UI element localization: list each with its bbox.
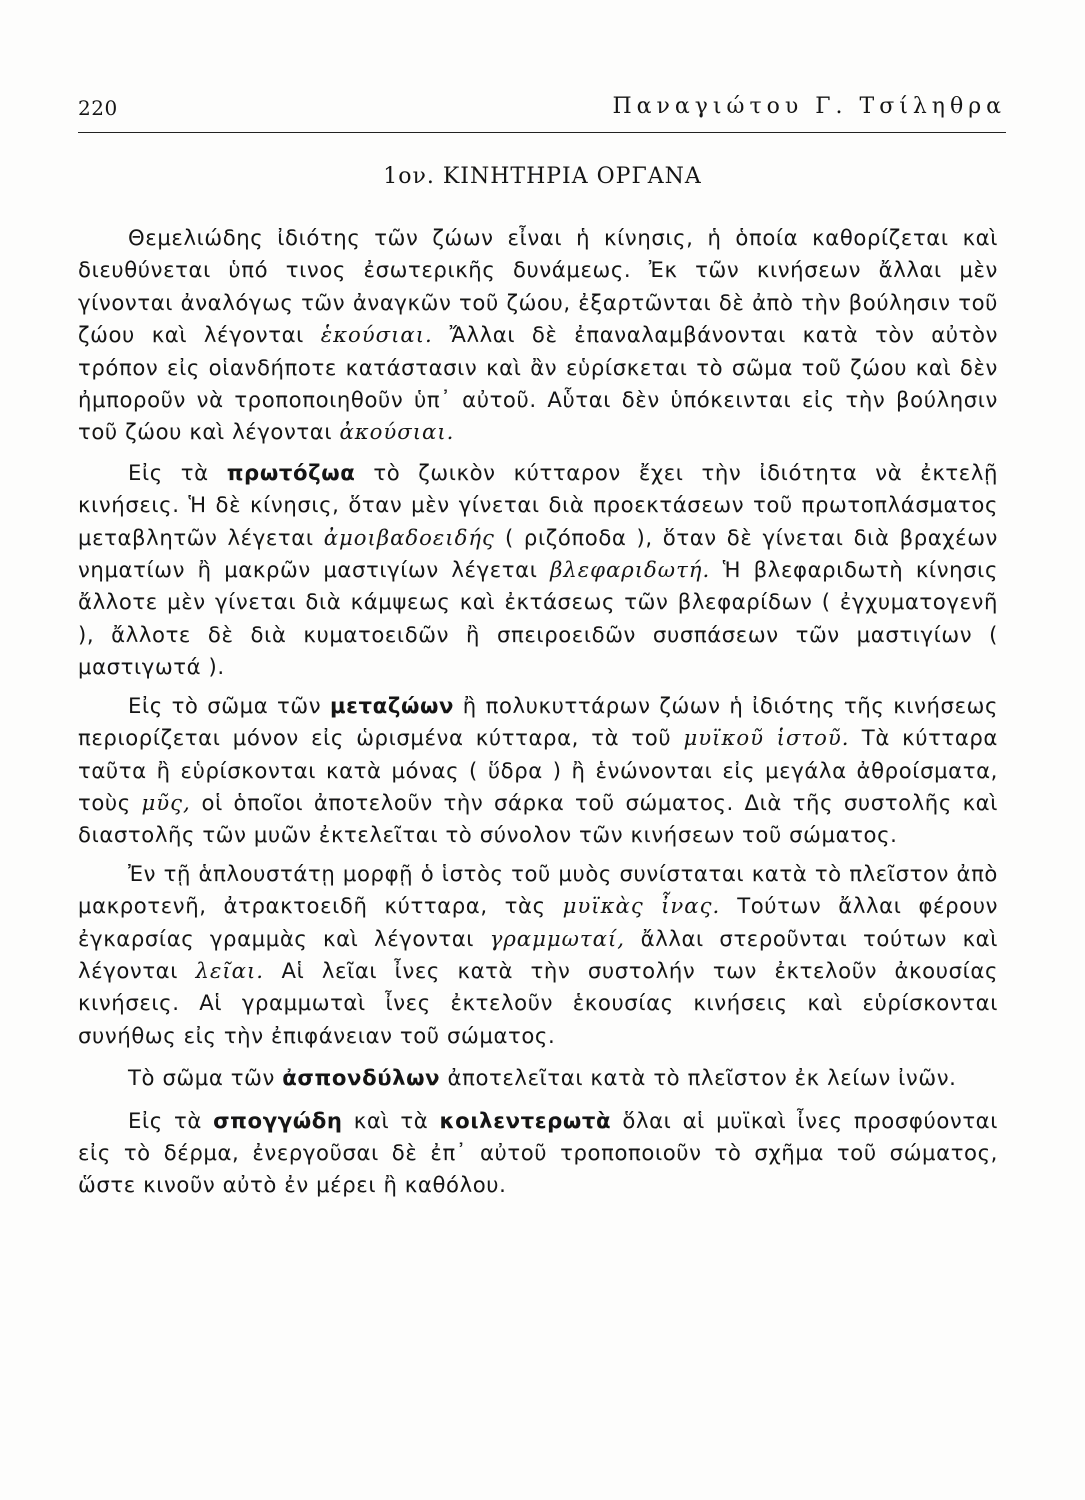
bold-term: ἀσπονδύλων <box>282 1065 441 1091</box>
text-span: Ἡ βλεφαριδωτὴ κίνησις ἄλλοτε μὲν γίνεται διὰ κάμψεως καὶ ἐκτάσεως τῶν βλεφαρίδων ( ἐγχυματογενῆ ), ἄλλοτε δὲ διὰ κυματοειδῶν ἢ σπειροειδῶν συσπάσεων τῶν μαστιγίων ( μαστιγωτά ). <box>78 557 998 680</box>
text-span: Ἄλλαι δὲ ἐπαναλαμβάνονται κατὰ τὸν αὐτὸν τρόπον εἰς οἱανδήποτε κατάστασιν καὶ ἂν εὑρίσκεται τὸ σῶμα τοῦ ζώου καὶ δὲν ἠμποροῦν νὰ τροποποιηθοῦν ὑπ᾽ αὐτοῦ. Αὗται δὲν ὑπόκεινται εἰς τὴν βούλησιν τοῦ ζώου καὶ λέγονται <box>78 322 998 445</box>
italic-term: λεῖαι. <box>195 957 264 983</box>
paragraph-protozoa <box>78 457 998 684</box>
italic-term: ἀμοιβαδοειδής <box>323 524 495 550</box>
text-span: Τούτων ἄλλαι φέρουν ἐγκαρσίας γραμμὰς καὶ λέγονται <box>78 893 999 951</box>
paragraph-muscle-tissue <box>78 858 998 1052</box>
bold-term: σπογγώδη <box>213 1107 343 1133</box>
italic-term: μυϊκοῦ ἱστοῦ. <box>683 725 850 751</box>
italic-term: ἑκούσιαι. <box>320 322 433 348</box>
paragraph-invertebrates <box>78 1062 998 1094</box>
text-span: Εἰς τὰ <box>128 1107 214 1133</box>
text-span: ἀποτελεῖται κατὰ τὸ πλεῖστον ἐκ λείων ἰνῶν. <box>440 1065 957 1091</box>
text-span: οἱ ὁποῖοι ἀποτελοῦν τὴν σάρκα τοῦ σώματος. Διὰ τῆς συστολῆς καὶ διαστολῆς τῶν μυῶν ἐκτελεῖται τὸ σύνολον τῶν κινήσεων τοῦ σώματος. <box>78 789 998 848</box>
italic-term: γραμμωταί, <box>489 925 626 951</box>
text-span: ἄλλαι στεροῦνται τούτων καὶ λέγονται <box>78 925 998 983</box>
italic-term: βλεφαριδωτή. <box>550 557 711 583</box>
body-text <box>78 222 998 1210</box>
text-span: Θεμελιώδης ἰδιότης τῶν ζώων εἶναι ἡ κίνησις, ἡ ὁποία καθορίζεται καὶ διευθύνεται ὑπό τινος ἐσωτερικῆς δυνάμεως. Ἐκ τῶν κινήσεων ἄλλαι μὲν γίνονται ἀναλόγως τῶν ἀναγκῶν τοῦ ζώου, ἐξαρτῶνται δὲ ἀπὸ τὴν βούλησιν τοῦ ζώου καὶ λέγονται <box>78 225 998 348</box>
text-span: Αἱ λεῖαι ἶνες κατὰ τὴν συστολήν των ἐκτελοῦν ἀκουσίας κινήσεις. Αἱ γραμμωταὶ ἶνες ἐκτελοῦν ἑκουσίας κινήσεις καὶ εὑρίσκονται συνήθως εἰς τὴν ἐπιφάνειαν τοῦ σώματος. <box>78 957 998 1048</box>
text-span: ( ριζόποδα ), ὅταν δὲ γίνεται διὰ βραχέων νηματίων ἢ μακρῶν μαστιγίων λέγεται <box>78 524 998 583</box>
bold-term: μεταζώων <box>329 692 455 718</box>
paragraph-sponges-coelenterates <box>78 1105 998 1202</box>
paragraph-motility <box>78 222 998 449</box>
italic-term: μῦς, <box>141 789 191 815</box>
italic-term: μυϊκὰς ἶνας. <box>562 893 721 919</box>
text-span: Εἰς τὰ <box>128 459 227 485</box>
running-head-author: Παναγιώτου Γ. Τσίληθρα <box>612 94 1006 119</box>
text-span: τὸ ζωικὸν κύτταρον ἔχει τὴν ἰδιότητα νὰ ἐκτελῇ κινήσεις. Ἡ δὲ κίνησις, ὅταν μὲν γίνεται διὰ προεκτάσεων τοῦ πρωτοπλάσματος μεταβλητῶν λέγεται <box>78 459 998 550</box>
running-header <box>78 92 1006 133</box>
section-title: 1ον. ΚΙΝΗΤΗΡΙΑ ΟΡΓΑΝΑ <box>383 164 702 189</box>
paragraph-metazoa <box>78 690 998 852</box>
page-number: 220 <box>78 96 118 120</box>
text-span: Τὰ κύτταρα ταῦτα ἢ εὑρίσκονται κατὰ μόνας ( ὕδρα ) ἢ ἑνώνονται εἰς μεγάλα ἀθροίσματα, τοὺς <box>78 725 998 815</box>
text-span: ὅλαι αἱ μυϊκαὶ ἶνες προσφύονται εἰς τὸ δέρμα, ἐνεργοῦσαι δὲ ἐπ᾽ αὐτοῦ τροποποιοῦν τὸ σχῆμα τοῦ σώματος, ὥστε κινοῦν αὐτὸ ἐν μέρει ἢ καθόλου. <box>78 1107 999 1198</box>
text-span: ἢ πολυκυττάρων ζώων ἡ ἰδιότης τῆς κινήσεως περιορίζεται μόνον εἰς ὡρισμένα κύτταρα, τὰ τοῦ <box>78 692 998 751</box>
bold-term: κοιλεντερωτὰ <box>439 1107 612 1133</box>
bold-term: πρωτόζωα <box>226 459 356 485</box>
text-span: καὶ τὰ <box>342 1107 440 1133</box>
text-span: Ἐν τῇ ἁπλουστάτῃ μορφῇ ὁ ἱστὸς τοῦ μυὸς συνίσταται κατὰ τὸ πλεῖστον ἀπὸ μακροτενῆ, ἀτρακτοειδῆ κύτταρα, τὰς <box>78 860 998 919</box>
italic-term: ἀκούσιαι. <box>339 419 455 445</box>
text-span: Τὸ σῶμα τῶν <box>128 1065 283 1091</box>
text-span: Εἰς τὸ σῶμα τῶν <box>128 692 330 718</box>
